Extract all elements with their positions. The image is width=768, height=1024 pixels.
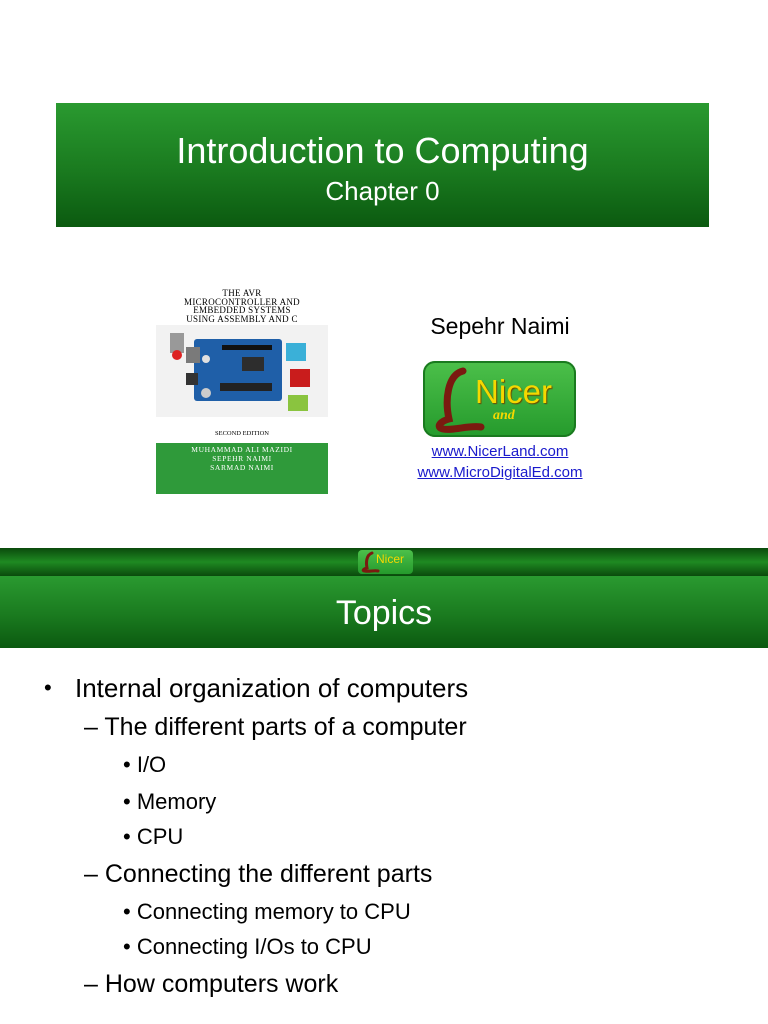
slide-subtitle: Chapter 0 (325, 176, 440, 206)
nicerland-logo (423, 361, 576, 437)
book-cover (156, 287, 328, 494)
title-banner (56, 103, 709, 227)
topic-item: • CPU (123, 824, 184, 849)
topic-item: • Connecting memory to CPU (123, 899, 411, 924)
topic-main: Internal organization of computers (75, 673, 469, 703)
topics-banner (0, 576, 768, 648)
topic-item: • I/O (123, 752, 167, 777)
logo-sub: and (493, 408, 515, 423)
topic-item: • Connecting I/Os to CPU (123, 934, 372, 959)
bullet-dot: • (44, 675, 52, 700)
microdigitaled-link[interactable]: www.MicroDigitalEd.com (417, 464, 583, 481)
logo-word: Nicer (475, 373, 553, 410)
mini-logo-word: Nicer (376, 552, 405, 566)
nicerland-link[interactable]: www.NicerLand.com (431, 443, 569, 460)
book-edition: SECOND EDITION (215, 430, 269, 437)
book-authors: MUHAMMAD ALI MAZIDI SEPEHR NAIMI SARMAD NAIMI (156, 443, 328, 494)
slide-title: Introduction to Computing (176, 130, 589, 171)
book-board-illustration (156, 325, 328, 417)
topic-sub-2: – Connecting the different parts (84, 860, 433, 888)
mini-nicerland-logo (358, 550, 413, 574)
topics-title: Topics (335, 594, 433, 632)
topic-sub-1: – The different parts of a computer (84, 713, 467, 741)
topic-sub-3: – How computers work (84, 970, 339, 998)
book-title: THE AVR MICROCONTROLLER AND EMBEDDED SYSTEMS USING ASSEMBLY AND C (184, 288, 300, 324)
author-name: Sepehr Naimi (430, 313, 570, 339)
topic-item: • Memory (123, 789, 217, 814)
